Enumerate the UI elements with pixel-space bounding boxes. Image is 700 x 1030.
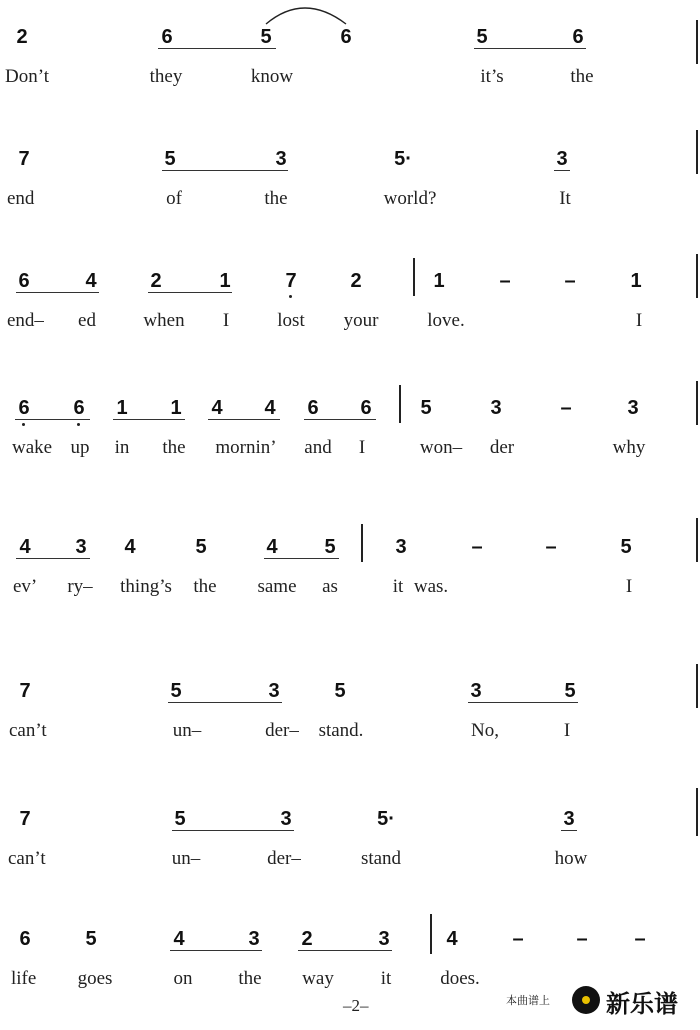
note: 3 <box>378 928 390 950</box>
bar-line <box>413 258 415 296</box>
lyric: it’s <box>480 66 504 87</box>
note: 3 <box>556 148 568 170</box>
beam-underline <box>170 950 262 951</box>
note: – <box>634 928 646 950</box>
lyric: stand. <box>318 720 364 741</box>
notes-row <box>0 140 700 180</box>
note: 4 <box>124 536 136 558</box>
note: – <box>512 928 524 950</box>
lyric: un– <box>171 848 201 869</box>
lyric: I <box>635 310 643 331</box>
lyric: Don’t <box>5 66 49 87</box>
bar-line <box>696 788 698 836</box>
note: 3 <box>395 536 407 558</box>
note: 2 <box>350 270 362 292</box>
lyric: I <box>625 576 633 597</box>
lyric: can’t <box>9 720 47 741</box>
note: 1 <box>433 270 445 292</box>
note: 5· <box>377 808 395 830</box>
lyric: it <box>380 968 392 989</box>
beam-underline <box>298 950 392 951</box>
note: 7 <box>19 680 31 702</box>
lyrics-row <box>0 62 700 92</box>
lyric: lost <box>277 310 305 331</box>
bar-line <box>430 914 432 954</box>
lyric: the <box>193 576 217 597</box>
beam-underline <box>468 702 578 703</box>
bar-line <box>696 254 698 298</box>
lyric: der– <box>267 848 301 869</box>
note: 6 <box>307 397 319 419</box>
lyric: in <box>114 437 130 458</box>
lyric: on <box>173 968 193 989</box>
beam-underline <box>172 830 294 831</box>
bar-line <box>696 381 698 425</box>
notes-row <box>0 18 700 58</box>
note: 5 <box>85 928 97 950</box>
note: 3 <box>280 808 292 830</box>
notes-row <box>0 920 700 960</box>
note: 5 <box>334 680 346 702</box>
note: 1 <box>630 270 642 292</box>
beam-underline <box>304 419 376 420</box>
lyric: how <box>554 848 588 869</box>
beam-underline <box>15 419 90 420</box>
note: 2 <box>301 928 313 950</box>
score-line-1 <box>0 18 700 128</box>
lyric: the <box>162 437 186 458</box>
lyric: ed <box>78 310 96 331</box>
note: 5 <box>260 26 272 48</box>
note: 5 <box>174 808 186 830</box>
lyric: ry– <box>67 576 93 597</box>
note: – <box>564 270 576 292</box>
lyric: goes <box>77 968 113 989</box>
beam-underline <box>148 292 232 293</box>
lyric: know <box>250 66 294 87</box>
note: 3 <box>627 397 639 419</box>
note: 7 <box>285 270 297 292</box>
lyric: I <box>358 437 366 458</box>
notes-row <box>0 672 700 712</box>
note: 7 <box>19 808 31 830</box>
note: 4 <box>173 928 185 950</box>
lyric: der– <box>265 720 299 741</box>
note: 4 <box>211 397 223 419</box>
note: 1 <box>170 397 182 419</box>
note: 2 <box>16 26 28 48</box>
note: 3 <box>470 680 482 702</box>
lyrics-row <box>0 184 700 214</box>
note: 3 <box>490 397 502 419</box>
low-octave-dot <box>22 423 25 426</box>
lyric: life <box>11 968 37 989</box>
lyric: the <box>264 188 288 209</box>
note: – <box>499 270 511 292</box>
lyric: mornin’ <box>215 437 277 458</box>
note: – <box>576 928 588 950</box>
lyric: wake <box>12 437 53 458</box>
note: 1 <box>116 397 128 419</box>
beam-underline <box>264 558 339 559</box>
note: 3 <box>268 680 280 702</box>
note: 6 <box>73 397 85 419</box>
beam-underline <box>168 702 282 703</box>
lyrics-row <box>0 572 700 602</box>
lyric: thing’s <box>120 576 172 597</box>
note: – <box>560 397 572 419</box>
note: 5 <box>164 148 176 170</box>
note: 6 <box>18 397 30 419</box>
notes-row <box>0 800 700 840</box>
lyric: as <box>322 576 338 597</box>
site-logo[interactable] <box>506 984 700 1017</box>
note: 6 <box>572 26 584 48</box>
lyric: love. <box>427 310 465 331</box>
lyric: can’t <box>8 848 46 869</box>
lyric: I <box>563 720 571 741</box>
notes-row <box>0 528 700 568</box>
score-line-7 <box>0 800 700 910</box>
note: 3 <box>563 808 575 830</box>
lyric: was. <box>413 576 449 597</box>
note: 4 <box>85 270 97 292</box>
notes-row <box>0 262 700 302</box>
score-line-4 <box>0 389 700 499</box>
note: 7 <box>18 148 30 170</box>
beam-underline <box>16 292 99 293</box>
note: 6 <box>340 26 352 48</box>
logo-prefix-text: 本曲谱上 <box>506 994 550 1007</box>
lyric: it <box>392 576 404 597</box>
note: 6 <box>18 270 30 292</box>
lyric: I <box>222 310 230 331</box>
lyric: way <box>302 968 334 989</box>
beam-underline <box>474 48 586 49</box>
lyric: why <box>612 437 646 458</box>
lyric: end– <box>7 310 44 331</box>
lyric: same <box>257 576 297 597</box>
lyric: the <box>570 66 594 87</box>
lyric: of <box>166 188 182 209</box>
lyric: ev’ <box>13 576 38 597</box>
lyric: they <box>149 66 183 87</box>
record-disc-icon <box>572 986 600 1014</box>
low-octave-dot <box>77 423 80 426</box>
lyric: stand <box>360 848 402 869</box>
note: 6 <box>161 26 173 48</box>
note: 4 <box>19 536 31 558</box>
beam-underline <box>16 558 90 559</box>
lyric: der <box>489 437 515 458</box>
lyric: the <box>238 968 262 989</box>
note: 4 <box>266 536 278 558</box>
note: 3 <box>248 928 260 950</box>
low-octave-dot <box>289 295 292 298</box>
note: 4 <box>264 397 276 419</box>
note: 6 <box>360 397 372 419</box>
lyric: end <box>7 188 35 209</box>
note: 5· <box>394 148 412 170</box>
lyric: It <box>559 188 571 209</box>
beam-underline <box>554 170 570 171</box>
note: 4 <box>446 928 458 950</box>
notes-row <box>0 389 700 429</box>
lyrics-row <box>0 433 700 463</box>
score-line-2 <box>0 140 700 250</box>
note: 5 <box>170 680 182 702</box>
lyrics-row <box>0 306 700 336</box>
score-line-6 <box>0 672 700 782</box>
score-line-3 <box>0 262 700 372</box>
bar-line <box>696 518 698 562</box>
lyric: does. <box>440 968 480 989</box>
note: 5 <box>324 536 336 558</box>
bar-line <box>399 385 401 423</box>
note: – <box>471 536 483 558</box>
note: – <box>545 536 557 558</box>
bar-line <box>696 664 698 708</box>
lyric: No, <box>471 720 499 741</box>
note: 5 <box>620 536 632 558</box>
beam-underline <box>162 170 288 171</box>
note: 5 <box>564 680 576 702</box>
lyric: un– <box>172 720 202 741</box>
bar-line <box>696 130 698 174</box>
bar-line <box>361 524 363 562</box>
note: 5 <box>195 536 207 558</box>
beam-underline <box>158 48 276 49</box>
note: 6 <box>19 928 31 950</box>
lyric: when <box>143 310 185 331</box>
bar-line <box>696 20 698 64</box>
lyric: and <box>304 437 332 458</box>
note: 3 <box>75 536 87 558</box>
note: 1 <box>219 270 231 292</box>
beam-underline <box>113 419 185 420</box>
note: 5 <box>420 397 432 419</box>
beam-underline <box>561 830 577 831</box>
lyric: won– <box>419 437 463 458</box>
slur-mark <box>262 2 352 28</box>
lyrics-row <box>0 716 700 746</box>
lyric: world? <box>383 188 437 209</box>
page-number: –2– <box>343 996 369 1015</box>
note: 3 <box>275 148 287 170</box>
lyric: up <box>70 437 90 458</box>
lyrics-row <box>0 844 700 874</box>
beam-underline <box>208 419 280 420</box>
score-line-5 <box>0 528 700 638</box>
logo-name-text: 新乐谱 <box>606 990 678 1018</box>
lyric: your <box>343 310 379 331</box>
note: 5 <box>476 26 488 48</box>
note: 2 <box>150 270 162 292</box>
